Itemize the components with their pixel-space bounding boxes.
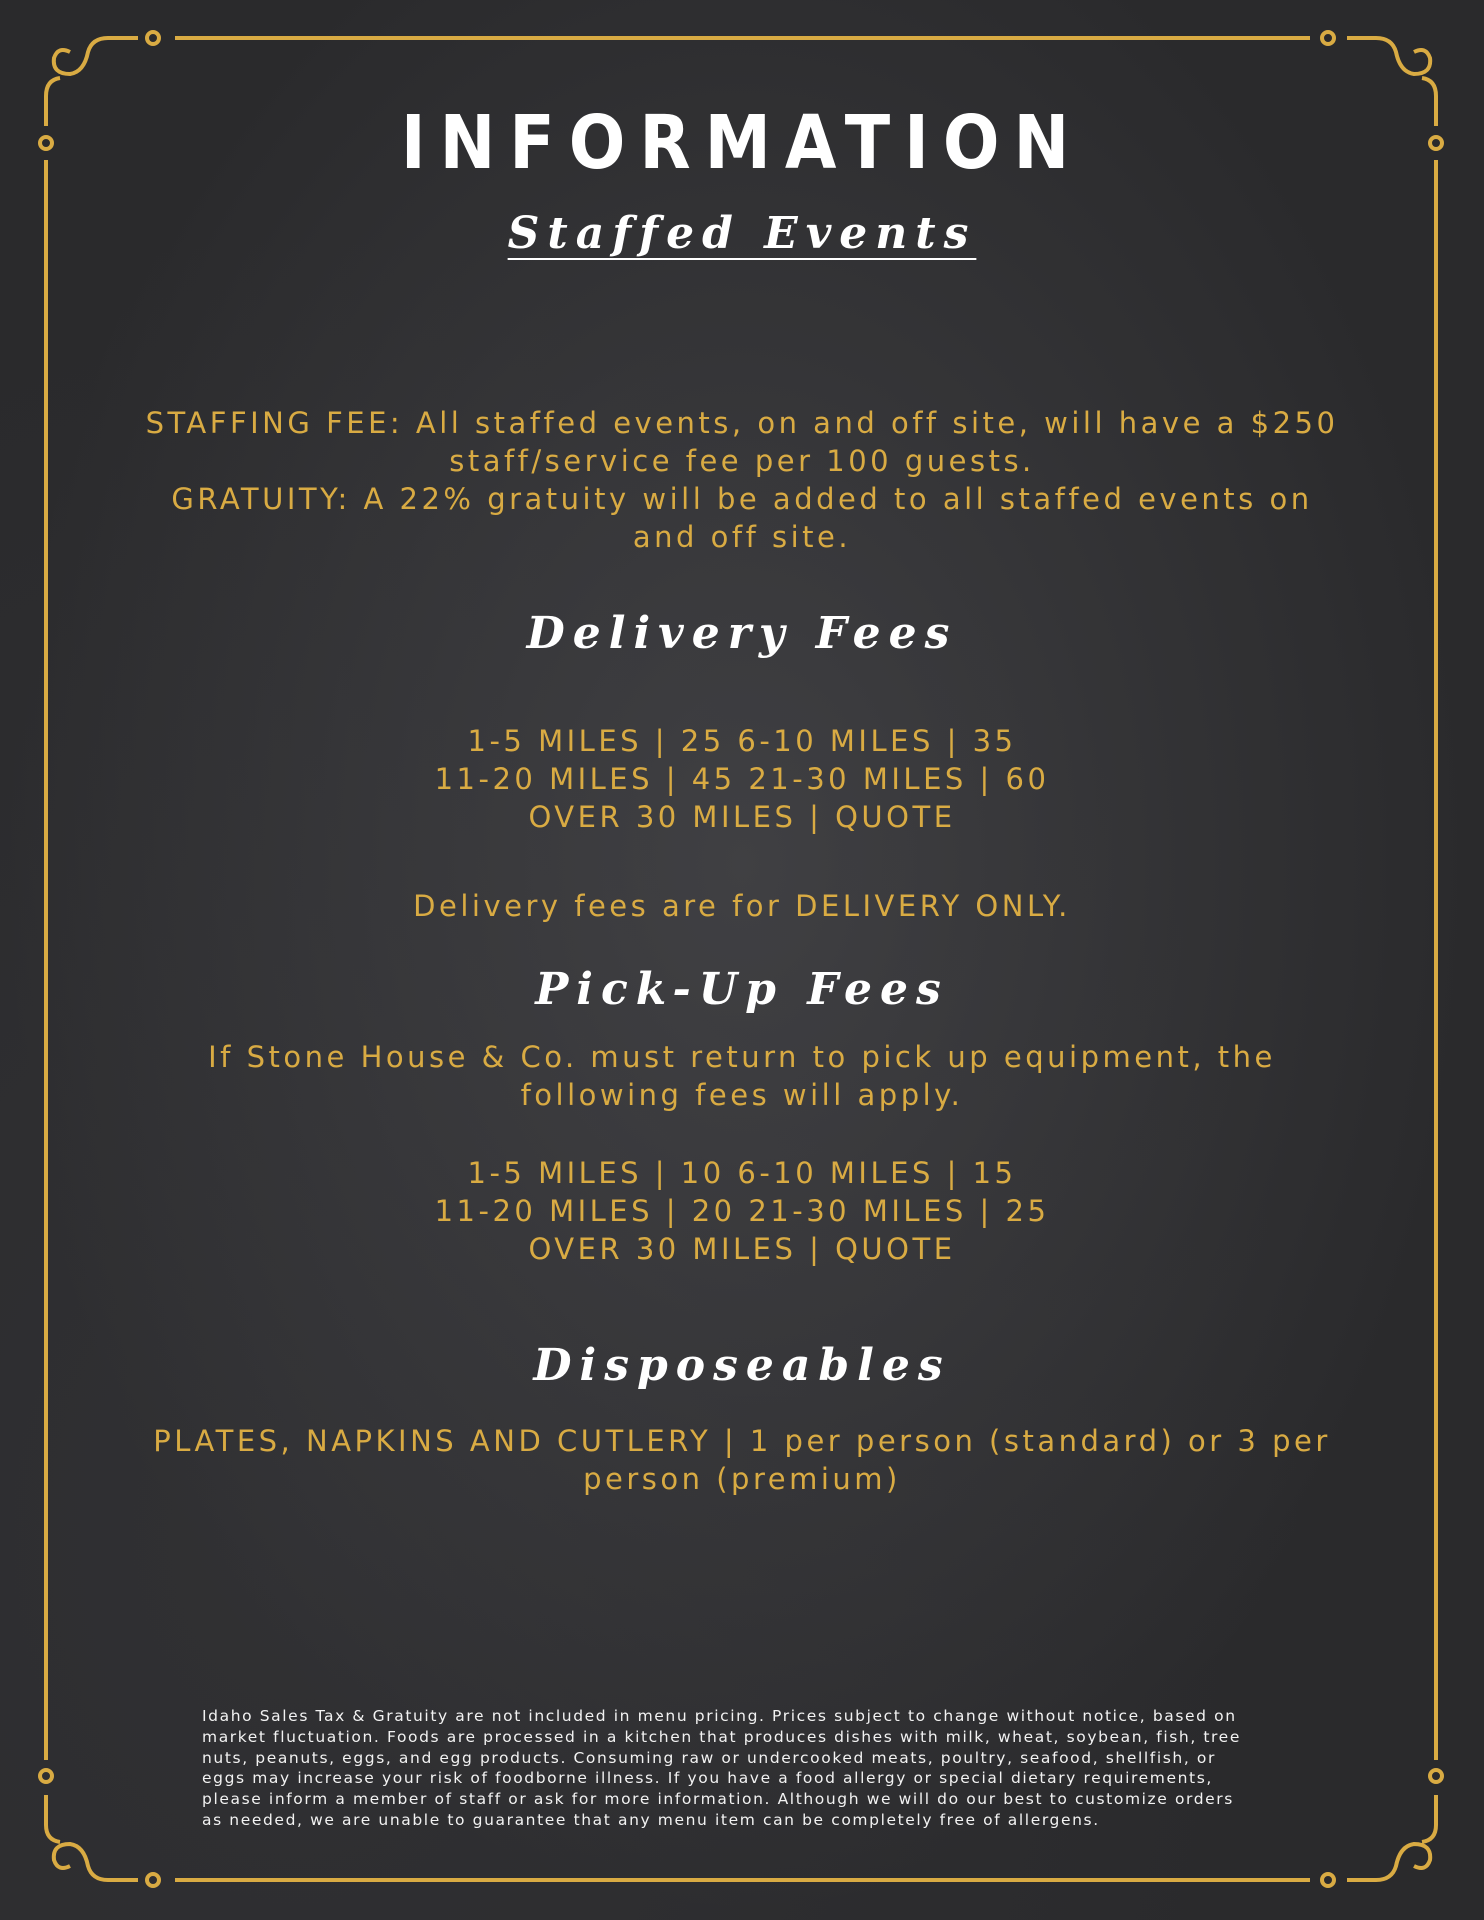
pickup-fees-list (140, 1154, 1344, 1268)
delivery-fee-row: 1-5 MILES | 25 6-10 MILES | 35 (467, 724, 1017, 758)
pickup-intro-line-2: following fees will apply. (520, 1078, 964, 1112)
pickup-intro-line-1: If Stone House & Co. must return to pick up equipment, the (208, 1040, 1276, 1074)
delivery-note-text: Delivery fees are for DELIVERY ONLY. (413, 889, 1071, 923)
delivery-fees-heading: Delivery Fees (526, 608, 958, 659)
delivery-fee-row: 11-20 MILES | 45 21-30 MILES | 60 (434, 762, 1050, 796)
staffing-fee-line-1: STAFFING FEE: All staffed events, on and off site, will have a $250 (145, 406, 1339, 440)
pickup-fees-heading: Pick-Up Fees (535, 964, 949, 1015)
disposables-line-2: person (premium) (583, 1462, 901, 1496)
disclaimer-line: please inform a member of staff or ask for more information. Although we will do our best to customize orders (202, 1790, 1234, 1809)
delivery-note (140, 887, 1344, 925)
delivery-fees-list (140, 722, 1344, 836)
disclaimer-line: nuts, peanuts, eggs, and egg products. Consuming raw or undercooked meats, poultry, seafood, shellfish, or (202, 1748, 1216, 1767)
disposables-heading: Disposeables (533, 1340, 951, 1391)
disposables-line-1: PLATES, NAPKINS AND CUTLERY | 1 per person (standard) or 3 per (153, 1424, 1331, 1458)
pickup-fee-row: 1-5 MILES | 10 6-10 MILES | 15 (467, 1156, 1017, 1190)
pickup-fee-row: OVER 30 MILES | QUOTE (528, 1232, 956, 1266)
gratuity-line-2: and off site. (632, 520, 852, 554)
pickup-fee-row: 11-20 MILES | 20 21-30 MILES | 25 (434, 1194, 1050, 1228)
pickup-intro (140, 1038, 1344, 1114)
page-title: INFORMATION (400, 100, 1084, 186)
disclaimer-line: as needed, we are unable to guarantee that any menu item can be completely free of allergens. (202, 1810, 1100, 1829)
disposables-section (140, 1422, 1344, 1498)
staffing-section (140, 404, 1344, 556)
delivery-fee-row: OVER 30 MILES | QUOTE (528, 800, 956, 834)
staffed-events-heading: Staffed Events (507, 208, 977, 259)
disclaimer-line: eggs may increase your risk of foodborne illness. If you have a food allergy or special dietary requirements, (202, 1769, 1213, 1788)
gratuity-line-1: GRATUITY: A 22% gratuity will be added to all staffed events on (171, 482, 1313, 516)
disclaimer-line: market fluctuation. Foods are processed in a kitchen that produces dishes with milk, wheat, soybean, fish, tree (202, 1727, 1241, 1746)
staffing-fee-line-2: staff/service fee per 100 guests. (449, 444, 1035, 478)
allergen-disclaimer (202, 1706, 1322, 1831)
disclaimer-line: Idaho Sales Tax & Gratuity are not included in menu pricing. Prices subject to change without notice, based on (202, 1707, 1237, 1725)
